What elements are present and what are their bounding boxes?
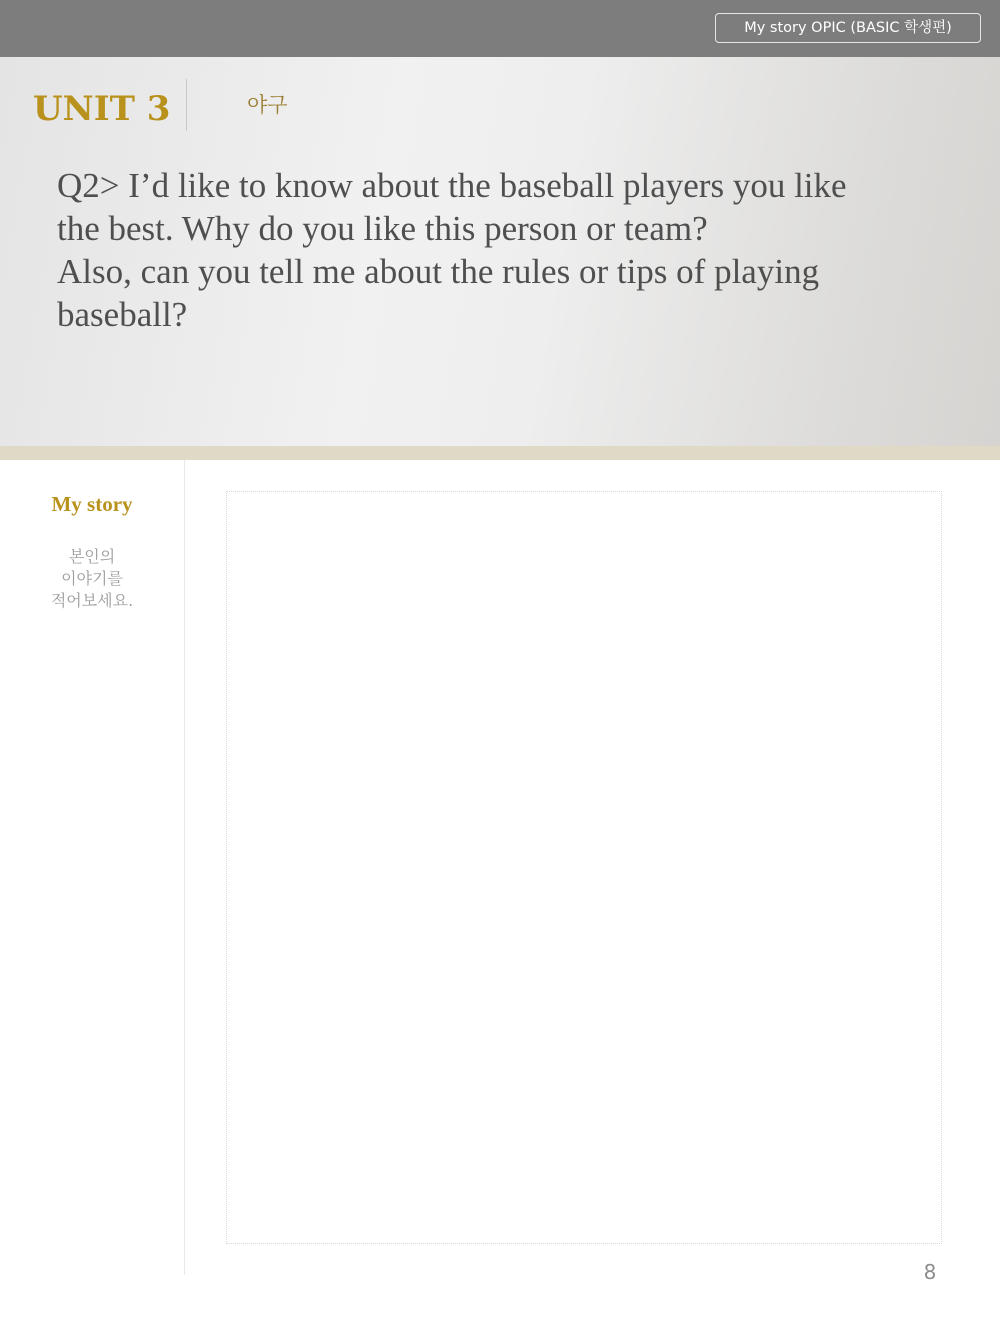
unit-divider — [186, 79, 187, 131]
book-title-tag: My story OPIC (BASIC 학생편) — [715, 13, 981, 43]
question-line: the best. Why do you like this person or team? — [57, 209, 708, 248]
top-bar — [0, 0, 1000, 57]
story-writing-area[interactable] — [226, 491, 942, 1244]
unit-topic: 야구 — [247, 93, 288, 117]
instruction-line: 적어보세요. — [50, 591, 134, 610]
page-number: 8 — [923, 1260, 937, 1284]
question-line: baseball? — [57, 295, 188, 334]
my-story-instruction — [0, 546, 184, 612]
question-line: Q2> I’d like to know about the baseball players you like — [57, 166, 847, 205]
banner-bottom-band — [0, 446, 1000, 460]
question-text — [57, 164, 937, 336]
question-line: Also, can you tell me about the rules or tips of playing — [57, 252, 820, 291]
unit-label: UNIT 3 — [33, 89, 171, 129]
instruction-line: 이야기를 — [61, 569, 123, 588]
instruction-line: 본인의 — [68, 547, 116, 566]
sidebar-divider — [184, 460, 185, 1275]
my-story-heading: My story — [51, 492, 133, 516]
